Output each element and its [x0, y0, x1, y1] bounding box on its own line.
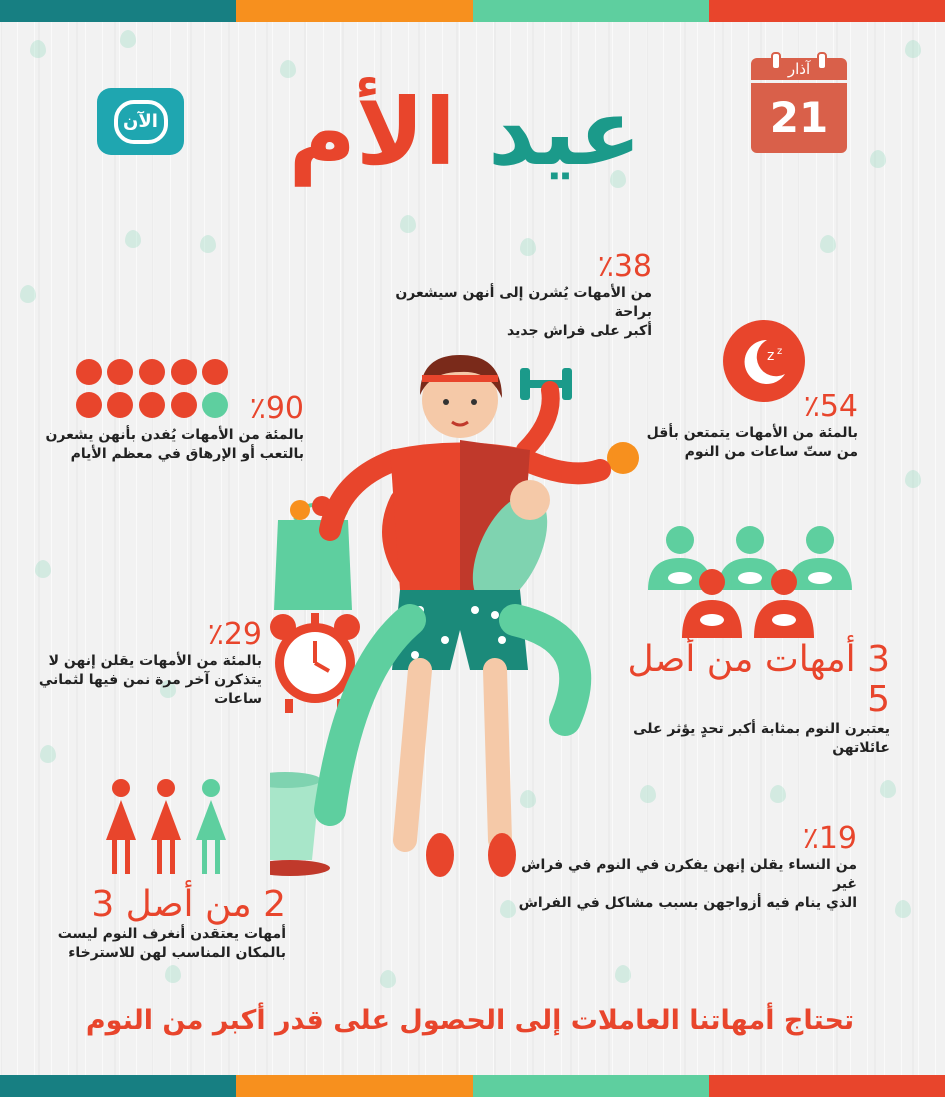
stat-54-line1: بالمئة من الأمهات يتمتعن بأقل — [646, 425, 858, 441]
stat-19-line2: الذي ينام فيه أزواجهن بسبب مشاكل في الفراش — [518, 895, 857, 911]
stat-29 — [30, 618, 262, 709]
stat-29-line3: ساعات — [214, 691, 262, 707]
stat-3-of-5-headline: 3 أمهات من أصل 5 — [627, 639, 890, 720]
mother-illustration — [270, 340, 650, 880]
brand-logo — [97, 88, 184, 155]
stat-90-line2: بالتعب أو الإرهاق في معظم الأيام — [70, 446, 304, 462]
calendar-icon — [751, 58, 847, 154]
svg-text:z: z — [767, 348, 775, 364]
stat-29-line1: بالمئة من الأمهات يقلن إنهن لا — [48, 653, 262, 669]
title-word-eid: عيد — [487, 79, 642, 186]
calendar-month: آذار — [751, 58, 847, 80]
stat-29-line2: يتذكرن آخر مرة نمن فيها لثماني — [38, 672, 262, 688]
stat-19-percent: ٪19 — [802, 821, 857, 856]
stat-90-line1: بالمئة من الأمهات يُفدن بأنهن يشعرن — [45, 427, 304, 443]
title-word-mother: الأم — [288, 79, 456, 186]
stat-2-of-3-headline: 2 من أصل 3 — [91, 884, 286, 925]
stat-3-of-5-line1: يعتبرن النوم بمثابة أكبر تحدٍ يؤثر على — [633, 721, 890, 737]
bottom-color-bar — [0, 1075, 945, 1097]
stat-2-of-3-line2: بالمكان المناسب لهن للاسترخاء — [68, 945, 286, 961]
calendar-day: 21 — [751, 83, 847, 153]
stat-90 — [30, 392, 304, 464]
women-icon — [98, 778, 238, 878]
top-color-bar — [0, 0, 945, 22]
stat-90-percent: ٪90 — [249, 391, 304, 426]
logo-text: الآن — [114, 100, 168, 144]
stat-2-of-3-line1: أمهات يعتقدن أنغرف النوم ليست — [57, 926, 286, 942]
stat-19-line1: من النساء يقلن إنهن يفكرن في النوم في فراش غير — [521, 857, 857, 892]
page-title — [270, 78, 660, 188]
stat-38-line2: أكبر على فراش جديد — [507, 323, 652, 339]
svg-text:z: z — [777, 346, 783, 357]
stat-29-percent: ٪29 — [207, 617, 262, 652]
mothers-icon — [640, 520, 855, 645]
stat-38-line1: من الأمهات يُشرن إلى أنهن سيشعرن براحة — [395, 285, 652, 320]
stat-54-percent: ٪54 — [803, 389, 858, 424]
footer-message: تحتاج أمهاتنا العاملات إلى الحصول على قدر أكبر من النوم — [85, 1005, 855, 1036]
stat-54-line2: من ستّ ساعات من النوم — [684, 444, 858, 460]
stat-3-of-5-line2: عائلاتهن — [832, 740, 890, 756]
stat-38-percent: ٪38 — [597, 249, 652, 284]
stat-54 — [640, 390, 858, 462]
stat-38 — [360, 250, 652, 341]
stat-2-of-3 — [40, 885, 286, 963]
